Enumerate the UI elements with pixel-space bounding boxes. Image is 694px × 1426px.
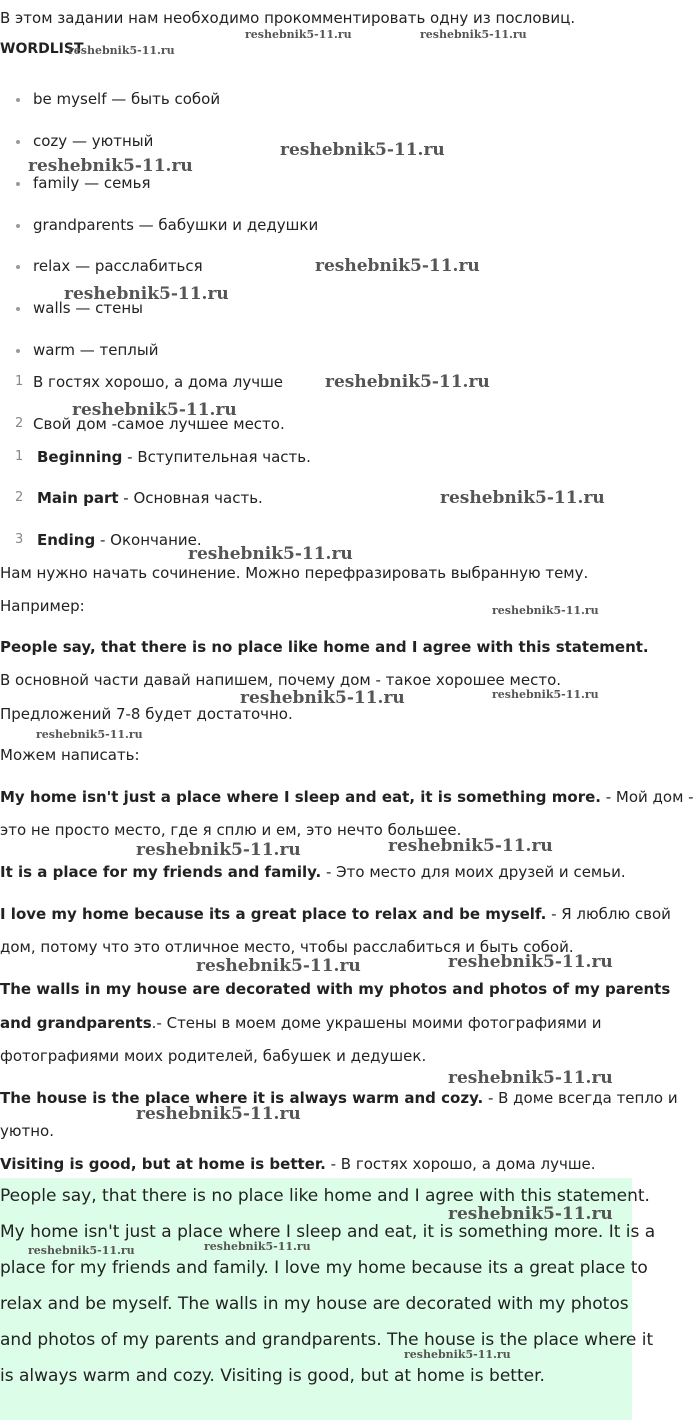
essay-line: is always warm and cozy. Visiting is good, but at home is better. (0, 1366, 545, 1386)
watermark: reshebnik5-11.ru (64, 284, 229, 304)
watermark: reshebnik5-11.ru (204, 1240, 311, 1253)
watermark: reshebnik5-11.ru (188, 544, 353, 564)
bullet-icon (16, 349, 20, 353)
watermark: reshebnik5-11.ru (404, 1348, 511, 1361)
structure-item: Ending - Окончание. (37, 531, 202, 549)
watermark: reshebnik5-11.ru (448, 952, 613, 972)
example-label: Например: (0, 597, 85, 615)
essay-line: People say, that there is no place like home and I agree with this statement. (0, 1186, 650, 1206)
watermark: reshebnik5-11.ru (492, 688, 599, 701)
list-number: 2 (15, 490, 24, 505)
watermark: reshebnik5-11.ru (388, 836, 553, 856)
example-5-translation: уютно. (0, 1122, 54, 1140)
watermark: reshebnik5-11.ru (245, 28, 352, 41)
watermark: reshebnik5-11.ru (68, 44, 175, 57)
watermark: reshebnik5-11.ru (280, 140, 445, 160)
list-number: 2 (15, 416, 24, 431)
watermark: reshebnik5-11.ru (420, 28, 527, 41)
watermark: reshebnik5-11.ru (28, 156, 193, 176)
bullet-icon (16, 98, 20, 102)
watermark: reshebnik5-11.ru (36, 728, 143, 741)
list-number: 1 (15, 449, 24, 464)
watermark: reshebnik5-11.ru (448, 1068, 613, 1088)
bullet-icon (16, 182, 20, 186)
essay-line: relax and be myself. The walls in my house are decorated with my photos (0, 1294, 629, 1314)
example-3: I love my home because its a great place to relax and be myself. - Я люблю свой (0, 905, 671, 923)
bullet-icon (16, 140, 20, 144)
example-2: It is a place for my friends and family. - Это место для моих друзей и семьи. (0, 863, 626, 881)
begin-text: Нам нужно начать сочинение. Можно перефразировать выбранную тему. (0, 564, 589, 582)
watermark: reshebnik5-11.ru (448, 1204, 613, 1224)
watermark: reshebnik5-11.ru (136, 840, 301, 860)
essay-line: place for my friends and family. I love my home because its a great place to (0, 1258, 648, 1278)
list-number: 3 (15, 532, 24, 547)
list-number: 1 (15, 374, 24, 389)
example-sentence: People say, that there is no place like home and I agree with this statement. (0, 638, 649, 656)
proverb-item: В гостях хорошо, а дома лучше (33, 373, 284, 391)
watermark: reshebnik5-11.ru (136, 1104, 301, 1124)
watermark: reshebnik5-11.ru (72, 400, 237, 420)
essay-line: My home isn't just a place where I sleep and eat, it is something more. It is a (0, 1222, 656, 1242)
watermark: reshebnik5-11.ru (315, 256, 480, 276)
example-5: The house is the place where it is always warm and cozy. - В доме всегда тепло и (0, 1089, 678, 1107)
watermark: reshebnik5-11.ru (240, 688, 405, 708)
structure-item: Main part - Основная часть. (37, 489, 263, 507)
watermark: reshebnik5-11.ru (196, 956, 361, 976)
example-1-translation: это не просто место, где я сплю и ем, это нечто большее. (0, 821, 462, 839)
intro-text: В этом задании нам необходимо прокомментировать одну из пословиц. (0, 9, 576, 27)
bullet-icon (16, 307, 20, 311)
essay-line: and photos of my parents and grandparents. The house is the place where it (0, 1330, 654, 1350)
can-write-text: Можем написать: (0, 746, 140, 764)
example-6: Visiting is good, but at home is better. - В гостях хорошо, а дома лучше. (0, 1155, 596, 1173)
bullet-icon (16, 224, 20, 228)
watermark: reshebnik5-11.ru (492, 604, 599, 617)
main-intro: В основной части давай напишем, почему дом - такое хорошее место. (0, 671, 562, 689)
sentences-count: Предложений 7-8 будет достаточно. (0, 705, 293, 723)
watermark: reshebnik5-11.ru (28, 1244, 135, 1257)
watermark: reshebnik5-11.ru (440, 488, 605, 508)
proverb-item: Свой дом -самое лучшее место. (33, 415, 285, 433)
example-4: The walls in my house are decorated with my photos and photos of my parents (0, 980, 671, 998)
watermark: reshebnik5-11.ru (325, 372, 490, 392)
example-4-translation: фотографиями моих родителей, бабушек и дедушек. (0, 1047, 427, 1065)
bullet-icon (16, 265, 20, 269)
structure-item: Beginning - Вступительная часть. (37, 448, 311, 466)
wordlist-title: WORDLIST (0, 41, 84, 57)
example-4-line2: and grandparents.- Стены в моем доме украшены моими фотографиями и (0, 1014, 602, 1032)
example-1: My home isn't just a place where I sleep and eat, it is something more. - Мой дом - (0, 788, 694, 806)
example-3-translation: дом, потому что это отличное место, чтобы расслабиться и быть собой. (0, 938, 574, 956)
